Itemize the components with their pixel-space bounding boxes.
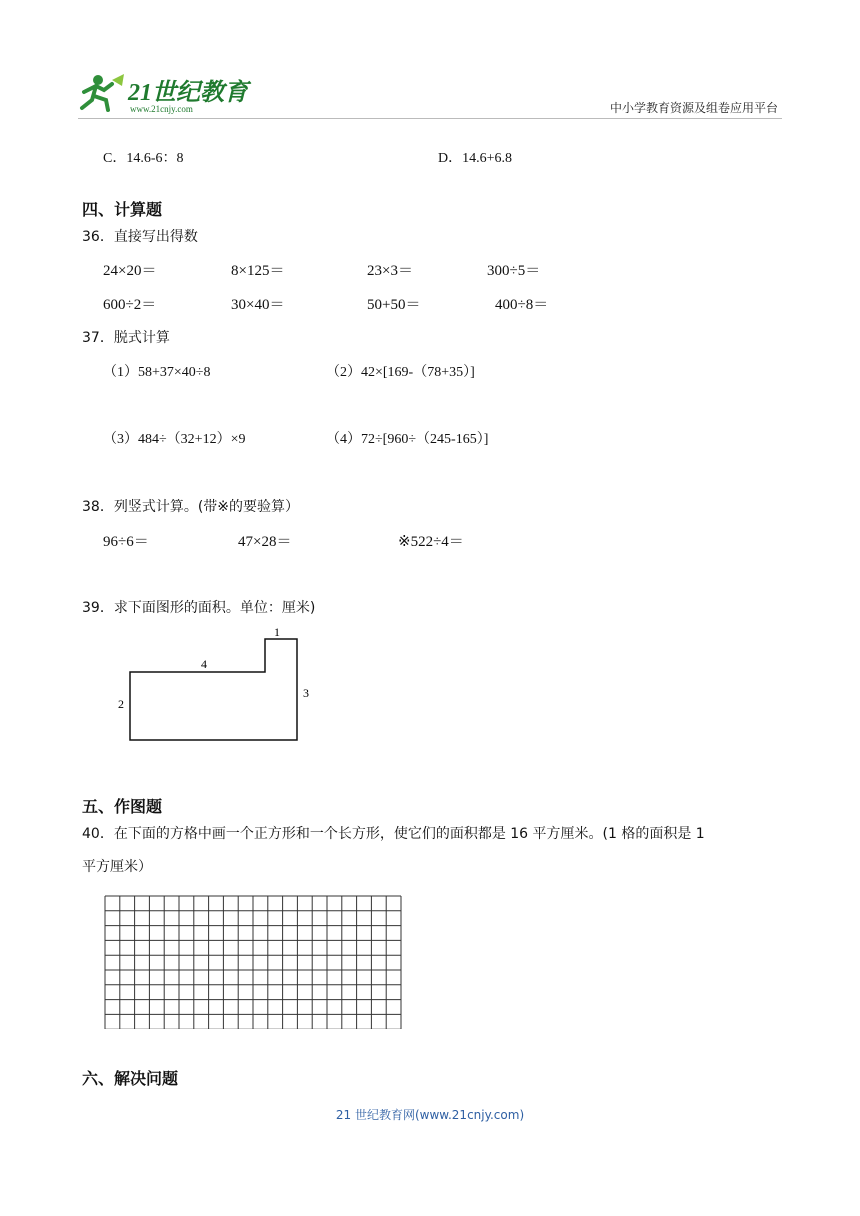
section-title-problem-solving: 六、解决问题 (82, 1069, 179, 1088)
q38-item: 96÷6＝ (103, 534, 149, 550)
q36-item: 50+50＝ (367, 297, 421, 313)
logo-subtext: www.21cnjy.com (130, 104, 193, 114)
footer-source: 21 世纪教育网(www.21cnjy.com) (335, 1108, 525, 1122)
area-figure (110, 620, 320, 750)
question-38-stem: 38．列竖式计算。(带※的要验算） (82, 499, 300, 515)
q36-item: 400÷8＝ (495, 297, 549, 313)
question-39-stem: 39．求下面图形的面积。单位：厘米) (82, 600, 316, 616)
square-grid (104, 895, 404, 1029)
section-title-calculation: 四、计算题 (82, 200, 163, 219)
question-37-stem: 37．脱式计算 (82, 330, 170, 346)
q36-item: 300÷5＝ (487, 263, 541, 279)
logo-text: 21世纪教育 (128, 80, 248, 106)
q37-item: （4）72÷[960÷（245-165）] (326, 432, 489, 447)
platform-name: 中小学教育资源及组卷应用平台 (609, 101, 778, 115)
q38-item: ※522÷4＝ (398, 534, 464, 550)
section-title-drawing: 五、作图题 (82, 797, 163, 816)
site-logo (78, 70, 258, 114)
option-c: C．14.6-6：8 (103, 151, 184, 166)
header-divider (78, 118, 782, 119)
q36-item: 8×125＝ (231, 263, 285, 279)
runner-icon (82, 74, 124, 110)
label-top-long: 4 (201, 657, 207, 671)
question-40-line2: 平方厘米） (82, 859, 152, 875)
q36-item: 30×40＝ (231, 297, 285, 313)
label-right: 3 (303, 686, 309, 700)
q37-item: （1）58+37×40÷8 (103, 365, 211, 380)
q36-item: 600÷2＝ (103, 297, 157, 313)
question-36-stem: 36．直接写出得数 (82, 229, 198, 245)
option-d: D．14.6+6.8 (438, 151, 513, 166)
q38-item: 47×28＝ (238, 534, 292, 550)
q37-item: （2）42×[169-（78+35）] (326, 365, 475, 380)
l-shape-outline (130, 639, 297, 740)
q36-item: 23×3＝ (367, 263, 413, 279)
label-left: 2 (118, 697, 124, 711)
question-40-line1: 40．在下面的方格中画一个正方形和一个长方形，使它们的面积都是 16 平方厘米。(1 格的面积是 1 (82, 826, 705, 842)
label-top-small: 1 (274, 625, 280, 639)
q37-item: （3）484÷（32+12）×9 (103, 432, 246, 447)
q36-item: 24×20＝ (103, 263, 157, 279)
